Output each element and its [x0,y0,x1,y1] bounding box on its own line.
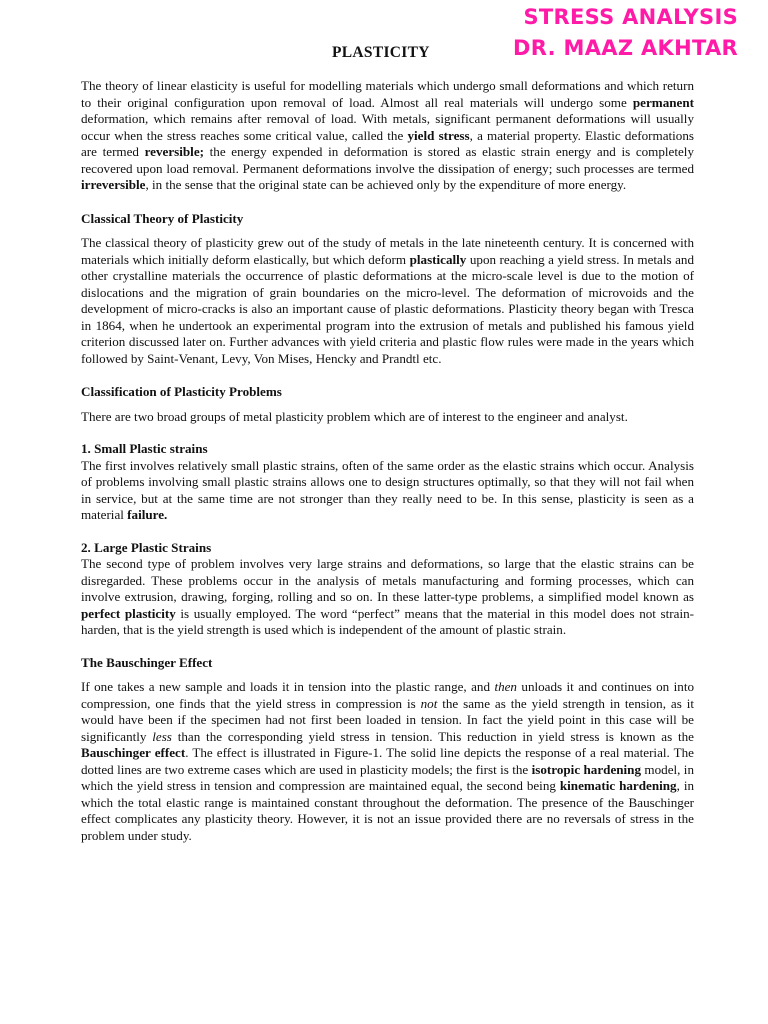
small-text-1: The first involves relatively small plastic strains, often of the same order as the elastic strains which occur. Analysis of problems involving small plastic strains allows one to design structures optimally, so that they will not fail when in service, but at the same time are not stronger than they really need to be. In this sense, plasticity is seen as a material [81,457,694,522]
term-bauschinger-effect: Bauschinger effect [81,745,186,760]
term-permanent: permanent [632,94,694,110]
emphasis-then: then [494,679,517,694]
term-plastically: plastically [409,251,467,267]
section-heading-classical: Classical Theory of Plasticity [81,210,244,226]
emphasis-not: not [420,695,438,711]
classical-text-2: upon reaching a yield stress. In metals and other crystalline materials the occurrence of plastic deformations at the micro-scale level is due to the motion of dislocations and the migration of grain boundaries on the micro-level. The deformation of microvoids and the development of micro-cracks is also an important cause of plastic deformations. Plasticity theory began with Tresca in 1864, when he undertook an experimental program into the extrusion of metals and published his famous yield criterion discussed later on. Further advances with yield criteria and plastic flow rules were made in the years which followed by Saint-Venant, Levy, Von Mises, Hencky and Prandtl etc. [81,251,694,366]
bauschinger-text-1: If one takes a new sample and loads it in tension into the plastic range, and [81,679,495,694]
term-kinematic-hardening: kinematic hardening [559,778,677,793]
intro-paragraph [81,78,694,194]
brand-author: DR. MAAZ AKHTAR [513,36,738,60]
term-reversible: reversible; [144,144,204,159]
intro-text-5: , in the sense that the original state can be achieved only by the expenditure of more energy. [145,177,627,192]
intro-text-1: The theory of linear elasticity is useful for modelling materials which undergo small deformations and which return to their original configuration upon removal of load. Almost all real materials will undergo some [81,78,694,110]
intro-text-4: the energy expended in deformation is stored as elastic strain energy and is completely recovered upon load removal. Permanent deformations involve the dissipation of energy; such processes are termed [81,144,694,176]
bauschinger-text-7: , in which the total elastic range is maintained constant throughout the deformation. The presence of the Bauschinger effect complicates any plasticity theory. However, it is not an issue provided there are no reversals of stress in the problem under study. [81,778,694,843]
classification-paragraph: There are two broad groups of metal plasticity problem which are of interest to the engineer and analyst. [81,408,628,424]
term-yield-stress: yield stress [407,127,470,143]
bauschinger-text-2: unloads it and continues on into compression, one finds that the yield stress in compression is [81,679,695,711]
page-title: PLASTICITY [332,44,430,61]
intro-text-2: deformation, which remains after removal of load. With metals, significant permanent deformations will usually occur when the stress reaches some critical value, called the [81,111,694,143]
section-heading-small-strains: 1. Small Plastic strains [81,441,208,456]
classical-text-1: The classical theory of plasticity grew out of the study of metals in the late nineteenth century. It is concerned with materials which initially deform elastically, but which deform [81,235,694,267]
term-perfect-plasticity: perfect plasticity [81,605,176,621]
bauschinger-text-3: the same as the yield strength in tension, as it would have been if the specimen had not first been loaded in tension. In fact the yield point in this case will be significantly [81,695,694,744]
term-irreversible: irreversible [81,177,146,192]
classical-paragraph [81,235,694,367]
small-strains-paragraph [81,458,694,524]
bauschinger-text-4: than the corresponding yield stress in tension. This reduction in yield stress is known as the [171,728,694,744]
document-body [81,78,694,844]
large-text-2: is usually employed. The word “perfect” means that the material in this model does not strain-harden, that is the yield strength is used which is independent of the amount of plastic strain. [81,605,694,637]
section-heading-classification: Classification of Plasticity Problems [81,384,282,399]
term-isotropic-hardening: isotropic hardening [531,761,642,777]
bauschinger-paragraph [81,679,694,844]
section-heading-large-strains: 2. Large Plastic Strains [81,539,212,555]
section-heading-bauschinger: The Bauschinger Effect [81,654,213,670]
large-strains-paragraph [81,556,694,639]
brand-subject: STRESS ANALYSIS [523,5,738,29]
bauschinger-text-5: . The effect is illustrated in Figure-1. The solid line depicts the response of a real material. The dotted lines are two extreme cases which are used in plasticity models; the first is the [81,745,694,777]
header-brand [513,2,738,64]
emphasis-less: less [152,728,172,744]
bauschinger-text-6: model, in which the yield stress in tension and compression are maintained equal, the second being [81,761,694,793]
large-text-1: The second type of problem involves very large strains and deformations, so large that the elastic strains can be disregarded. These problems occur in the analysis of metals manufacturing and forming processes, which can involve extrusion, drawing, forging, rolling and so on. In these latter-type problems, a simplified model known as [81,556,694,604]
intro-text-3: , a material property. Elastic deformations are termed [81,127,694,159]
term-failure: failure. [127,507,168,522]
